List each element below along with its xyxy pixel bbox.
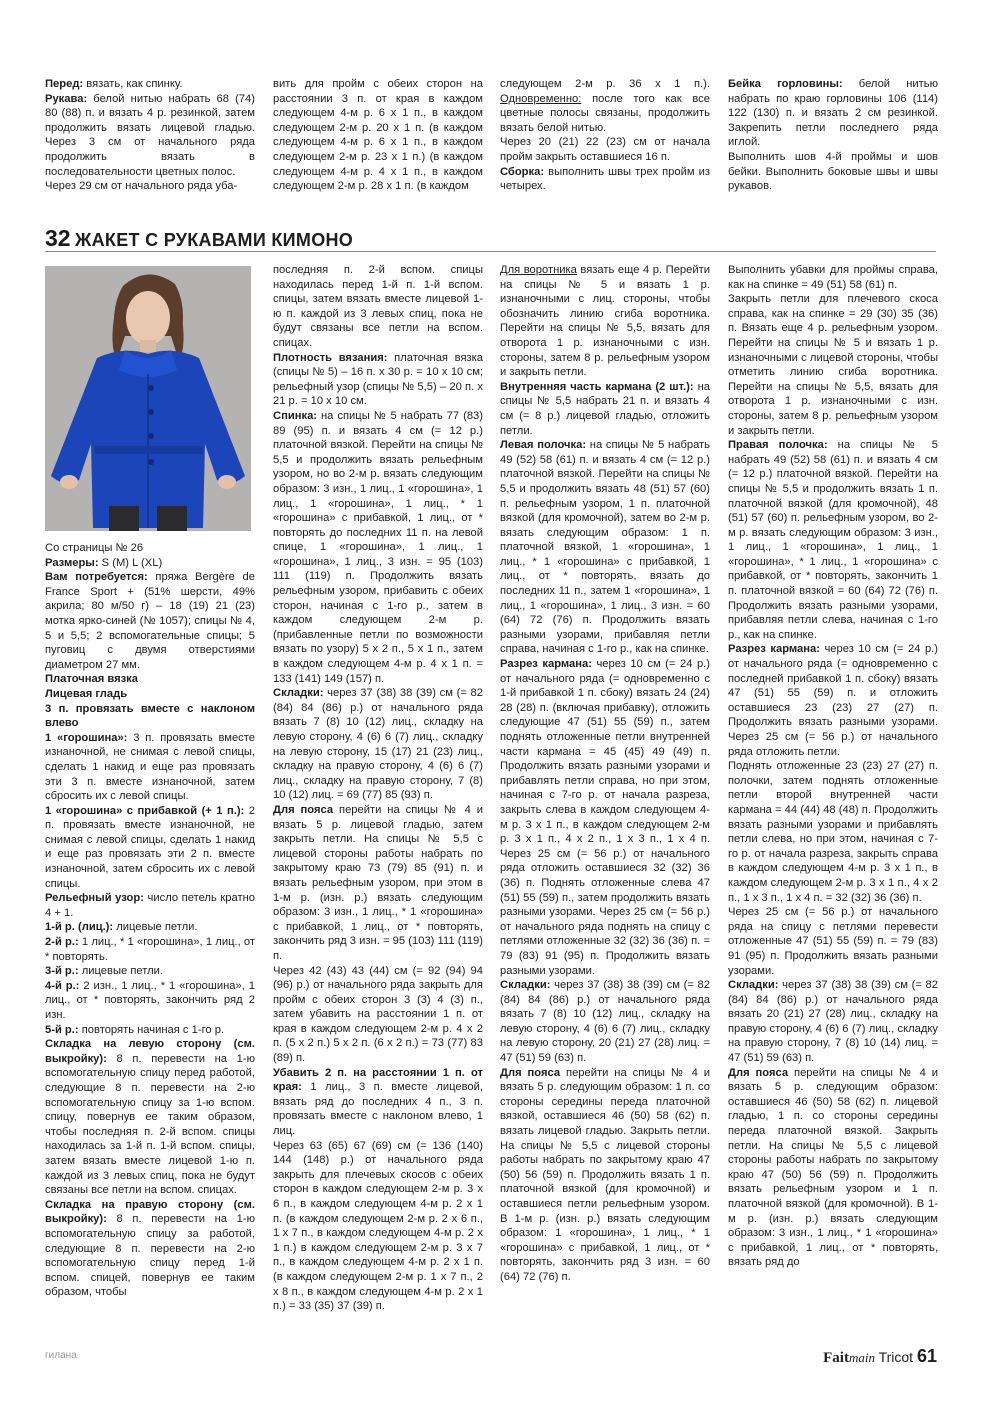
paragraph [273, 1066, 483, 1139]
text-run: число петель кратно 4 + 1. [45, 892, 255, 919]
text-run: вязать еще 4 р. Перейти на спицы № 5 и вязать 1 р. изнаночными с лиц. стороны, чтобы обозначить линию сгиба воротника. Перейти на спицы № 5,5, вязать для отворота 1 р. изнаночными с изн. стороны, затем 8 р. рельефным узором и закрыть петли. [500, 264, 710, 379]
paragraph [45, 979, 255, 1023]
paragraph [45, 702, 255, 731]
text-run: Складка на левую сторону (см. выкройку): [45, 1038, 255, 1065]
paragraph [500, 978, 710, 1066]
paragraph [728, 642, 938, 759]
text-run: Размеры: [45, 556, 99, 569]
paragraph [45, 179, 255, 194]
paragraph [45, 1037, 255, 1198]
paragraph [500, 165, 710, 194]
text-run: через 37 (38) 38 (39) см (= 82 (84) 84 (86) р.) от начального ряда вязать 20 (21) 27 (28) лиц., складку на правую сторону, 4 (6) 6 (7) лиц., складку на правую сторону, 7 (8) 10 (14) лиц. = 47 (51) 59 (63) п. [728, 979, 938, 1065]
paragraph [45, 1198, 255, 1300]
text-run: Разрез кармана: [500, 658, 592, 671]
watermark: гилана [45, 1350, 77, 1361]
top-column-4 [728, 77, 938, 194]
paragraph [728, 438, 938, 642]
paragraph [45, 1023, 255, 1038]
paragraph [728, 978, 938, 1066]
text-run: Разрез кармана: [728, 643, 820, 656]
body-column-1 [45, 541, 255, 1300]
text-run: Складки: [728, 979, 779, 992]
brand-tricot: Tricot [874, 1349, 914, 1365]
text-run: Правая полочка: [728, 439, 828, 452]
text-run: Со страницы № 26 [45, 542, 144, 554]
paragraph [45, 804, 255, 892]
text-run: Платочная вязка [45, 673, 139, 686]
text-run: 4-й р.: [45, 979, 80, 992]
top-column-2 [273, 77, 483, 194]
text-run: Поднять отложенные 23 (23) 27 (27) п. полочки, затем поднять отложенные петли второй внутренней части кармана = 44 (44) 48 (48) п. Продолжить вязать разными узорами и прибавлять петли слева, но при этом, начиная с 7-го р. от начала разреза, закрыть справа в каждом следующем 4-м р. 3 х 1 п., в каждом следующем 2-м р. 3 х 1 п., 4 х 2 п., 1 х 3 п., 1 х 4 п. = 32 (32) 36 (36) п. [728, 760, 938, 904]
text-run: Для пояса [728, 1066, 789, 1079]
text-run: платочная вязка (спицы № 5) – 16 п. х 30 р. = 10 х 10 см; рельефный узор (спицы № 5,5) – 20 п. х 21 р. = 10 х 10 см. [273, 351, 483, 408]
article-title [45, 225, 936, 252]
text-run: лицевые петли. [113, 921, 198, 934]
text-run: после того как все цветные полосы связаны, продолжить вязать белой нитью. [500, 92, 710, 134]
jacket-illustration [45, 266, 251, 531]
paragraph [45, 672, 255, 687]
paragraph [728, 292, 938, 438]
text-run: белой нитью набрать по краю горловины 106 (114) 122 (130) п. и вязать 2 см резинкой. Закрепить петли последнего ряда иглой. [728, 78, 938, 149]
page-number: 61 [916, 1346, 937, 1366]
text-run: Через 20 (21) 22 (23) см от начала пройм закрыть оставшиеся 16 п. [500, 136, 710, 163]
text-run: 2 изн., 1 лиц., * 1 «горошина», 1 лиц., от * повторять, закончить ряд 2 изн. [45, 979, 255, 1021]
text-run: 1 лиц., 3 п. вместе лицевой, вязать ряд до последних 4 п., 3 п. провязать вместе с наклоном влево, 1 лиц. [273, 1081, 483, 1138]
paragraph [500, 438, 710, 657]
text-run: Для пояса [273, 803, 334, 816]
text-run: на спицы № 5 набрать 49 (52) 58 (61) п. и вязать 4 см (= 12 р.) платочной вязкой. Перейти на спицы № 5,5 и продолжить вязать 1 п. платочной вязкой (для кромочной), 48 (51) 57 (60) п. рельефным узором, во 2-м р. вязать следующим образом: 3 изн., 1 лиц., 1 «горошина», 1 лиц., 1 «горошина», * 1 лиц., 1 «горошина» с прибавкой, от * повторять, закончить 1 п. платочной вязкой = 60 (64) 72 (76) п. Продолжить вязать разными узорами, прибавляя петли слева, начиная с 1-го р., как на спинке. [728, 439, 938, 641]
article-number: 32 [45, 225, 71, 251]
text-run: Рельефный узор: [45, 892, 144, 905]
body-column-3 [500, 263, 710, 1285]
model-photo [45, 266, 251, 531]
text-run: через 37 (38) 38 (39) см (= 82 (84) 84 (86) р.) от начального ряда вязать 7 (8) 10 (12) лиц., складку на левую сторону, 4 (6) 6 (7) лиц., складку на левую сторону, 15 (17) 21 (23) лиц., складку на правую сторону, 4 (6) 6 (7) лиц., складку на правую сторону, 7 (8) 10 (12) лиц. = 69 (77) 85 (93) п. [273, 687, 483, 802]
paragraph [45, 92, 255, 180]
top-column-3 [500, 77, 710, 194]
paragraph [45, 541, 255, 556]
paragraph [500, 380, 710, 438]
text-run: пряжа Bergère de France Sport + (51% шерсти, 49% акрила; 80 м/50 г) – 18 (19) 21 (23) мотка ярко-синей (№ 1057); спицы № 4, 5 и 5,5; 2 вспомогательные спицы; 5 пуговиц с двумя отверстиями диаметром 27 мм. [45, 571, 255, 671]
text-run: Для воротника [500, 264, 577, 276]
paragraph [728, 759, 938, 905]
text-run: через 37 (38) 38 (39) см (= 82 (84) 84 (86) р.) от начального ряда вязать 7 (8) 10 (12) лиц., складку на левую сторону, 4 (6) 6 (7) лиц., складку на левую сторону, 20 (21) 27 (28) лиц. = 47 (51) 59 (63) п. [500, 979, 710, 1065]
paragraph [728, 77, 938, 150]
text-run: Лицевая гладь [45, 687, 128, 700]
text-run: Через 63 (65) 67 (69) см (= 136 (140) 144 (148) р.) от начального ряда закрыть для плечевых скосов с обеих сторон в каждом следующем 2-м р. 3 х 6 п., в каждом следующем 4-м р. 2 х 1 п. (в каждом следующем 2-м р. 2 х 6 п., 1 х 7 п., в каждом следующем 4-м р. 2 х 1 п.) в каждом следующем 2-м р. 3 х 7 п., в каждом следующем 4-м р. 2 х 1 п. (в каждом следующем 2-м р. 1 х 7 п., 2 х 8 п., в каждом следующем 4-м р. 2 х 1 п.) = 33 (35) 37 (39) п. [273, 1139, 483, 1313]
text-run: S (M) L (XL) [98, 556, 163, 569]
text-run: на спицы № 5,5 набрать 21 п. и вязать 4 см (= 8 р.) лицевой гладью, отложить петли. [500, 380, 710, 437]
paragraph [273, 964, 483, 1066]
text-run: лицевые петли. [78, 965, 163, 978]
text-run: Выполнить убавки для проймы справа, как на спинке = 49 (51) 58 (61) п. [728, 264, 938, 291]
text-run: 8 п. перевести на 1-ю вспомогательную спицу за работой, следующие 8 п. перевести на 2-ю вспомогательную спицу перед 1-й вспом. спицей, повернув ее таким образом, чтобы [45, 1213, 255, 1299]
text-run: Для пояса [500, 1066, 561, 1079]
text-run: Вам потребуется: [45, 571, 148, 584]
text-run: Бейка горловины: [728, 78, 843, 90]
paragraph [500, 657, 710, 978]
text-run: 2 п. провязать вместе изнаночной, не снимая с левой спицы, сделать 1 накид и еще раз провязать эти 2 п. вместе изнаночной, затем сбросить их с левой спицы. [45, 804, 255, 890]
text-run: перейти на спицы № 4 и вязать 5 р. следующим образом: оставшиеся 46 (50) 58 (62) п. лицевой гладью, 1 п. со стороны середины переда платочной вязкой. Закрыть петли. На спицы № 5,5 с лицевой стороны работы набрать по закрытому краю 47 (50) 56 (59) п. Продолжить вязать рельефным узором и 1 п. платочной вязкой (для кромочной). В 1-м р. (изн. р.) вязать следующим образом: 3 изн., 1 лиц., * 1 «горошина» с прибавкой, 1 лиц., от * повторять, вязать ряд до [728, 1066, 939, 1269]
text-run: Выполнить шов 4-й проймы и шов бейки. Выполнить боковые швы и швы рукавов. [728, 150, 938, 193]
paragraph [273, 803, 483, 964]
paragraph [273, 263, 483, 351]
text-run: на спицы № 5 набрать 49 (52) 58 (61) п. и вязать 4 см (= 12 р.) платочной вязкой. Перейти на спицы № 5,5 и продолжить вязать 48 (51) 57 (60) п. рельефным узором, 1 п. платочной вязкой (для кромочной), затем во 2-м р. вязать следующим образом: 1 п. платочной вязкой, 1 «горошина», 1 лиц., * 1 «горошина» с прибавкой, 1 лиц., от * повторять, вязать до последних 11 п., затем 1 «горошина», 1 лиц., 1 «горошина», 1 лиц., 3 изн. = 60 (64) 72 (76) п. Продолжить вязать разными узорами, прибавляя петли справа, начиная с 1-го р., как на спинке. [500, 439, 710, 656]
text-run: 3-й р.: [45, 965, 79, 978]
text-run: 1 «горошина» с прибавкой (+ 1 п.): [45, 804, 245, 817]
paragraph [45, 731, 255, 804]
paragraph [45, 687, 255, 702]
paragraph [45, 964, 255, 979]
text-run: повторять начиная с 1-го р. [78, 1023, 225, 1036]
paragraph [500, 77, 710, 135]
text-run: Убавить 2 п. на расстоянии 1 п. от края: [273, 1066, 483, 1094]
text-run: выполнить швы трех пройм из четырех. [500, 165, 710, 193]
text-run: Левая полочка: [500, 439, 587, 452]
text-run: Складки: [500, 979, 551, 992]
paragraph [273, 77, 483, 194]
body-column-2 [273, 263, 483, 1314]
paragraph [45, 556, 255, 571]
paragraph [728, 150, 938, 194]
text-run: 3 п. провязать вместе с наклоном влево [45, 702, 255, 730]
text-run: белой нитью набрать 68 (74) 80 (88) п. и вязать 4 р. резинкой, затем продолжить вязать лицевой гладью. Через 3 см от начального ряда продолжить вязать в последовательности цветных полос. [45, 92, 255, 178]
text-run: Через 25 см (= 56 р.) от начального ряда на спицу с петлями перевести отложенные 47 (51) 55 (59) п. = 79 (83) 91 (95) п. Продолжить вязать разными узорами. [728, 906, 938, 977]
text-run: Через 42 (43) 43 (44) см (= 92 (94) 94 (96) р.) от начального ряда закрыть для пройм с обеих сторон 3 (3) 4 (3) п., затем убавить на расстоянии 1 п. от края в каждом следующем 2-м р. 4 х 2 п. (5 х 2 п.) 5 х 2 п. (6 х 2 п.) = 73 (77) 83 (89) п. [273, 964, 483, 1065]
top-column-1 [45, 77, 255, 194]
paragraph [500, 263, 710, 380]
paragraph [45, 570, 255, 672]
text-run: Одновременно: [500, 92, 582, 105]
paragraph [728, 1066, 938, 1270]
paragraph [45, 935, 255, 964]
paragraph [273, 409, 483, 686]
text-run: Плотность вязания: [273, 351, 388, 364]
brand-main: main [848, 1350, 875, 1365]
body-column-4 [728, 263, 938, 1270]
text-run: 1-й р. (лиц.): [45, 921, 114, 934]
paragraph [728, 263, 938, 292]
text-run: на спицы № 5 набрать 77 (83) 89 (95) п. и вязать 4 см (= 12 р.) платочной вязкой. Перейти на спицы № 5,5 и продолжить вязать рельефным узором, но во 2-м р. вязать следующим образом: 3 изн., 1 лиц., 1 «горошина», 1 лиц., 1 «горошина», 1 лиц., * 1 «горошина» с прибавкой, 1 лиц., от * повторять до последних 11 п. на левой спице, 1 «горошина», 1 лиц., 1 «горошина», 1 лиц., 3 изн. = 95 (103) 111 (119) п. Продолжить вязать рельефным узором, прибавить с обеих сторон, начиная с 1-го р., затем в каждом следующем 2-м р. (прибавленные петли по возможности вязать по узору) 5 х 2 п., 5 х 1 п., затем в каждом следующем 4-м р. 4 х 1 п. = 133 (141) 149 (157) п. [273, 409, 483, 685]
text-run: вить для пройм с обеих сторон на расстоянии 3 п. от края в каждом следующем 4-м р. 6 х 1 п., в каждом следующем 2-м р. 20 х 1 п. (в каждом следующем 4-м р. 6 х 1 п., в каждом следующем 2-м р. 23 х 1 п.) (в каждом следующем 4-м р. 4 х 1 п., в каждом следующем 2-м р. 28 х 1 п. (в каждом [273, 78, 483, 193]
text-run: следующем 2-м р. 36 х 1 п.). [500, 78, 710, 90]
page-footer [823, 1346, 937, 1367]
text-run: Рукава: [45, 92, 88, 105]
paragraph [273, 1139, 483, 1314]
text-run: 3 п. провязать вместе изнаночной, не снимая с левой спицы, сделать 1 накид и еще раз провязать эти 3 п. вместе изнаночной, затем сбросить их с левой спицы. [45, 731, 255, 803]
paragraph [500, 1066, 710, 1285]
brand-fait: Fait [823, 1350, 849, 1366]
paragraph [273, 686, 483, 803]
text-run: Закрыть петли для плечевого скоса справа, как на спинке = 29 (30) 35 (36) п. Вязать еще 4 р. рельефным узором. Перейти на спицы № 5 и вязать 1 р. изнаночными с лицевой стороны, чтобы отметить линию сгиба воротника. Перейти на спицы № 5,5, вязать для отворота 1 р. изнаночными с изн. стороны, затем 8 р. рельефным узором и закрыть петли. [728, 293, 938, 437]
text-run: вязать, как спинку. [83, 78, 183, 90]
text-run: Складки: [273, 687, 324, 700]
paragraph [728, 905, 938, 978]
text-run: Сборка: [500, 165, 545, 178]
text-run: Через 29 см от начального ряда уба- [45, 180, 238, 193]
text-run: последняя п. 2-й вспом. спицы находилась перед 1-й п. 1-й вспом. спицы, затем вязать вместе лицевой 1-ю п. каждой из 3 левых спиц, пока не будут связаны все петли на вспом. спицах. [273, 264, 483, 349]
article-heading: ЖАКЕТ С РУКАВАМИ КИМОНО [75, 230, 354, 250]
paragraph [45, 920, 255, 935]
paragraph [500, 135, 710, 164]
text-run: 8 п. перевести на 1-ю вспомогательную спицу перед работой, следующие 8 п. перевести на 2-ю вспомогательную спицу за 1-ю вспом. спицу, повернув ее таким образом, чтобы последняя п. 2-й вспом. спицы находилась за 1-й п. 1-й вспом. спицы, затем вязать вместе лицевой 1-ю п. каждой из 3 левых спиц, пока не будут связаны все петли на вспом. спицах. [45, 1052, 255, 1197]
text-run: 2-й р.: [45, 936, 79, 949]
text-run: Внутренняя часть кармана (2 шт.): [500, 380, 694, 393]
text-run: через 10 см (= 24 р.) от начального ряда (= одновременно с последней прибавкой 1 п. сбоку) вязать 47 (51) 55 (59) п. и отложить оставшиеся 23 (23) 27 (27) п. Продолжить вязать разными узорами. Через 25 см (= 56 р.) от начального ряда отложить петли. [728, 643, 938, 758]
paragraph [45, 77, 255, 92]
text-run: 5-й р.: [45, 1023, 79, 1036]
text-run: перейти на спицы № 4 и вязать 5 р. следующим образом: 1 п. со стороны середины переда платочной вязкой, оставшиеся 46 (50) 58 (62) п. вязать лицевой гладью. Закрыть петли. На спицы № 5,5 с лицевой стороны работы набрать по закрытому краю 47 (50) 56 (59) п. Продолжить вязать 1 п. платочной вязкой (для кромочной) и оставшиеся петли рельефным узором. В 1-м р. (изн. р.) вязать следующим образом: 1 «горошина», 1 лиц., * 1 «горошина» с прибавкой, 1 лиц., от * повторять, закончить ряд 3 изн. = 60 (64) 72 (76) п. [500, 1066, 711, 1283]
text-run: Перед: [45, 78, 84, 90]
paragraph [273, 351, 483, 409]
text-run: Складка на правую сторону (см. выкройку): [45, 1198, 255, 1226]
text-run: 1 «горошина»: [45, 731, 128, 744]
text-run: 1 лиц., * 1 «горошина», 1 лиц., от * повторять. [45, 936, 256, 963]
text-run: Спинка: [273, 409, 318, 422]
text-run: перейти на спицы № 4 и вязать 5 р. лицевой гладью, затем закрыть петли. На спицы № 5,5 с лицевой стороны работы набрать по закрытому краю 73 (79) 85 (91) п. и вязать рельефным узором, при этом в 1-м р. (изн. р.) вязать следующим образом: 3 изн., 1 лиц., * 1 «горошина» с прибавкой, 1 лиц., от * повторять, закончить ряд 3 изн. = 95 (103) 111 (119) п. [273, 803, 484, 962]
text-run: через 10 см (= 24 р.) от начального ряда (= одновременно с 1-й прибавкой 1 п. сбоку) вязать 24 (24) 28 (28) п. (включая прибавку), отложить следующие 47 (51) 55 (59) п., затем поднять отложенные петли внутренней части кармана = 45 (45) 49 (49) п. Продолжить вязать разными узорами и прибавлять петли справа, но при этом, начиная с 7-го р. от начала разреза, закрыть слева в каждом следующем 4-м р. 3 х 1 п., в каждом следующем 2-м р. 3 х 1 п., 4 х 2 п., 1 х 3 п., 1 х 4 п. Через 25 см (= 56 р.) от начального ряда отложить оставшиеся 32 (32) 36 (36) п. Поднять отложенные слева 47 (51) 55 (59) п., затем продолжить вязать разными узорами. Через 25 см (= 56 р.) от начального ряда поднять на спицу с петлями отложенные 32 (32) 36 (36) п. = 79 (83) 91 (95) п. Продолжить вязать разными узорами. [500, 658, 710, 977]
paragraph [45, 891, 255, 920]
